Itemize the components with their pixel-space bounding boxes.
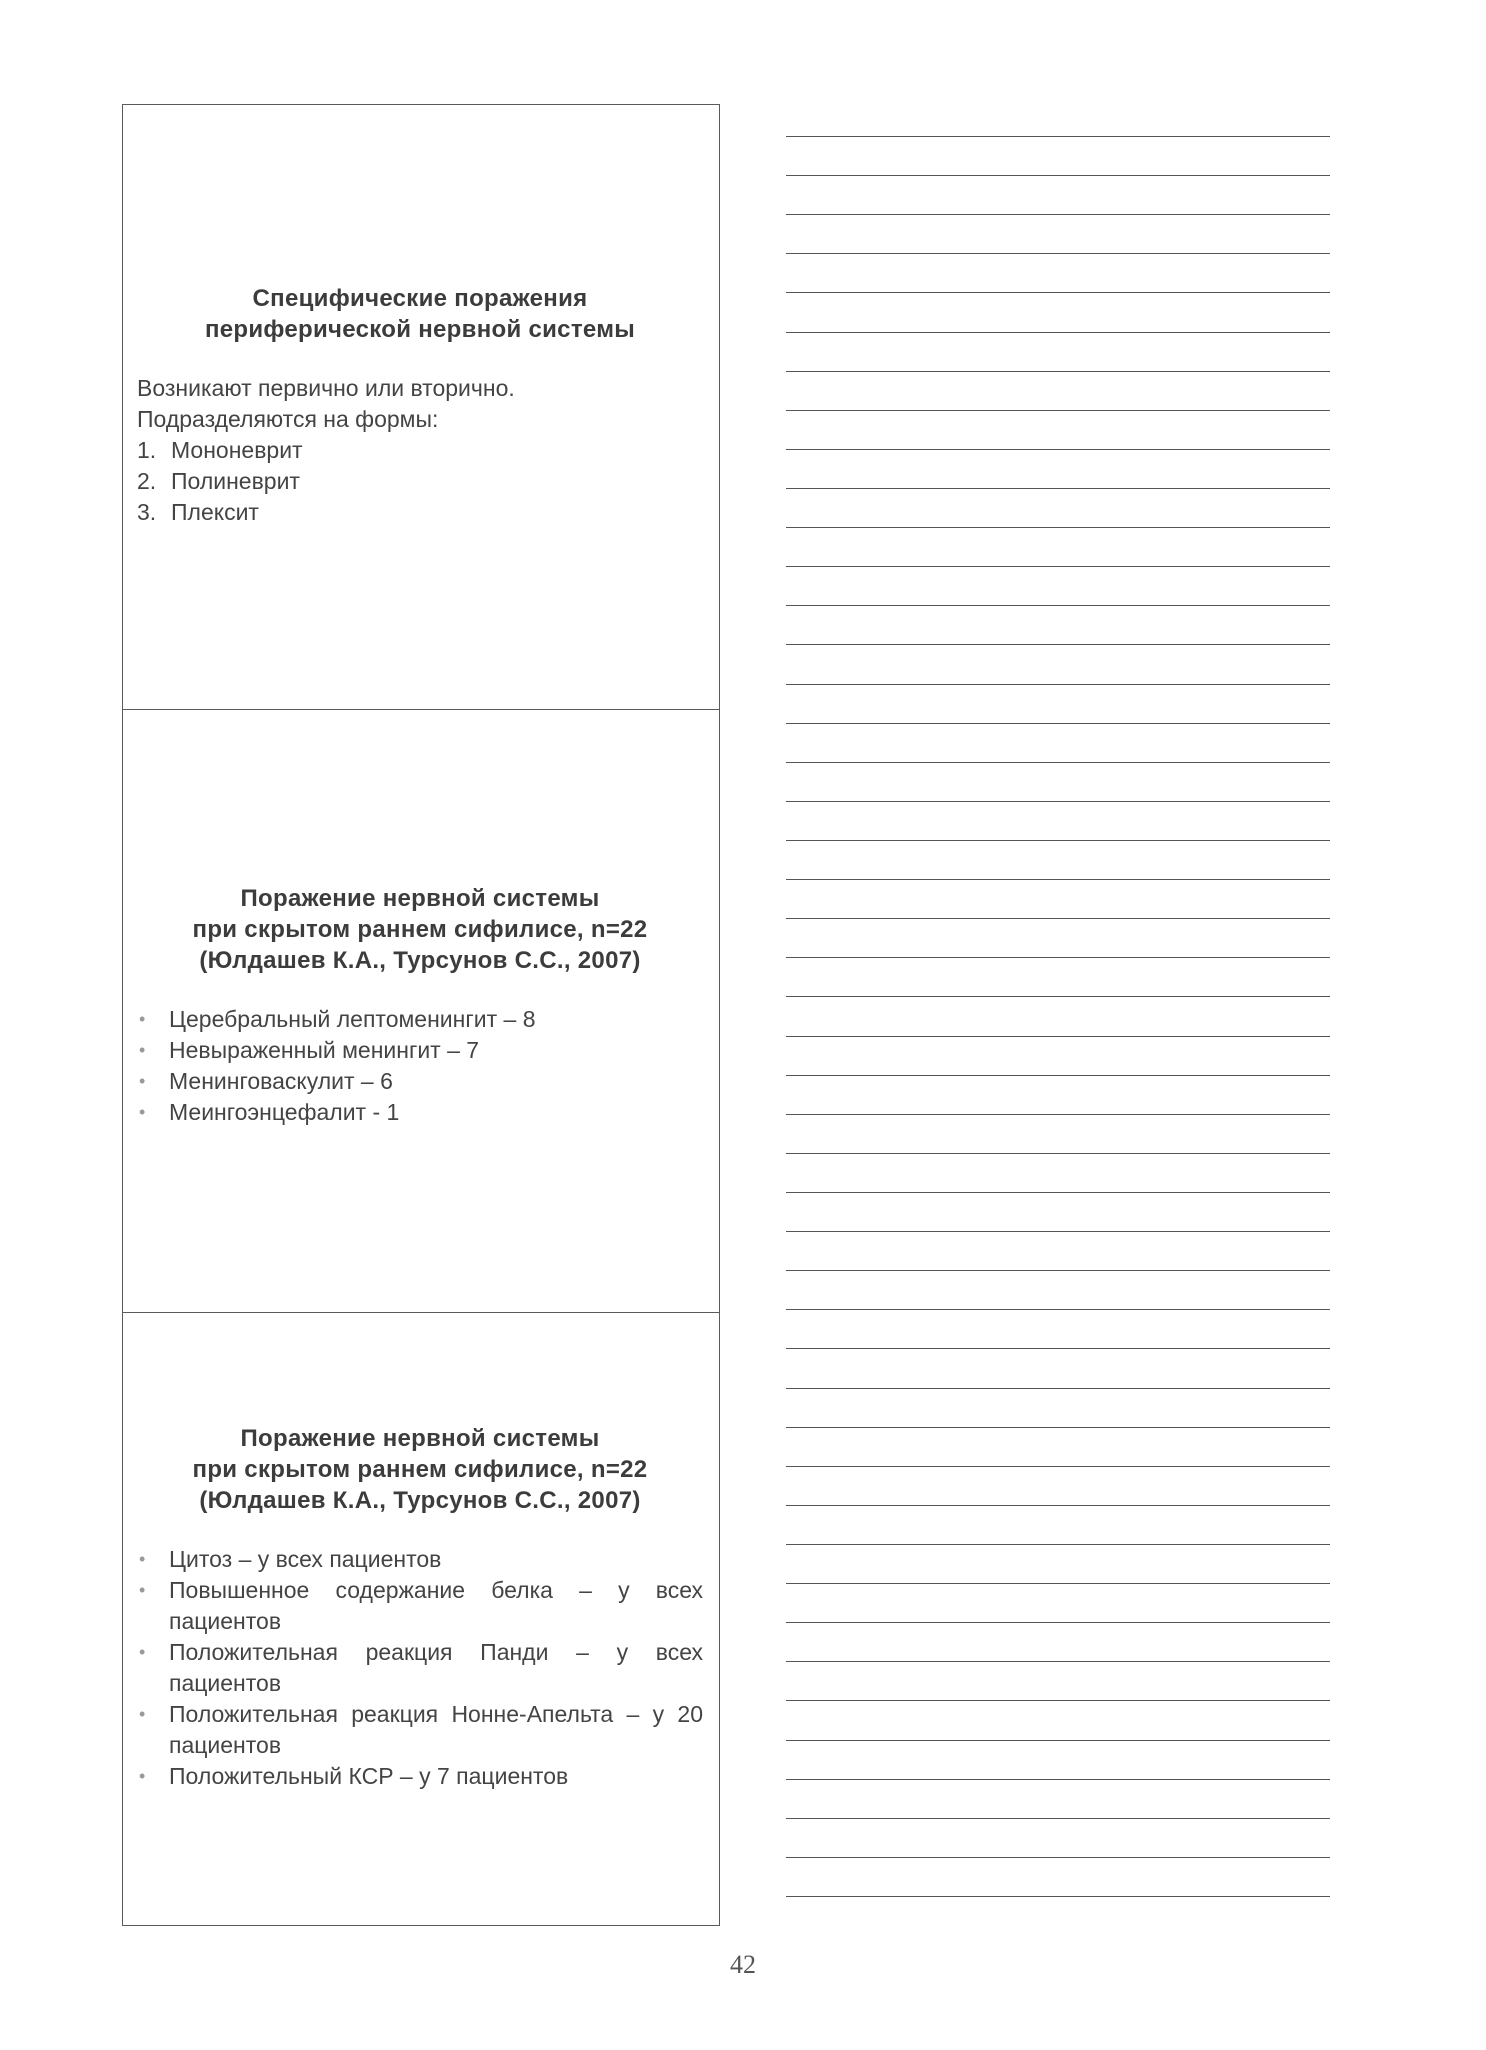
note-line [786,527,1330,528]
note-line [786,957,1330,958]
list-item [137,1035,703,1066]
note-line [786,1114,1330,1115]
bullet-icon: • [139,1102,146,1122]
note-line [786,801,1330,802]
notes-lines-area [786,0,1330,2050]
list-item [137,435,703,466]
note-line [786,488,1330,489]
item-text: Положительная реакция Панди – у всех пациентов [169,1639,703,1696]
note-line [786,332,1330,333]
note-line [786,644,1330,645]
bullet-icon: • [139,1009,146,1029]
note-line [786,1544,1330,1545]
list-item [137,1004,703,1035]
item-text: Менинговаскулит – 6 [169,1068,393,1094]
note-line [786,566,1330,567]
item-number: 1. [137,437,157,463]
list-item [137,1097,703,1128]
slide-3-bullets [137,1544,703,1792]
list-item [137,1761,703,1792]
page-number: 42 [730,1950,756,1979]
slide-divider [123,1312,719,1313]
note-line [786,214,1330,215]
item-text: Положительная реакция Нонне-Апельта – у 20 пациентов [169,1701,703,1758]
bullet-icon: • [139,1642,146,1662]
list-item [137,1699,703,1761]
note-line [786,840,1330,841]
note-line [786,1896,1330,1897]
bullet-icon: • [139,1766,146,1786]
slide-divider [123,709,719,710]
forms-list [137,435,703,528]
slide-2-title: Поражение нервной системы при скрытом раннем сифилисе, n=22 (Юлдашев К.А., Турсунов С.С., 2007) [192,885,648,974]
item-text: Меингоэнцефалит - 1 [169,1099,400,1125]
note-line [786,1622,1330,1623]
slide-2 [123,883,719,1128]
slide-3-title: Поражение нервной системы при скрытом раннем сифилисе, n=22 (Юлдашев К.А., Турсунов С.С., 2007) [192,1425,648,1514]
slide-2-bullets [137,1004,703,1128]
note-line [786,996,1330,997]
note-line [786,371,1330,372]
slide-1-intro-line: Возникают первично или вторично. [137,375,515,401]
list-item [137,1544,703,1575]
note-line [786,684,1330,685]
note-line [786,1075,1330,1076]
bullet-icon: • [139,1071,146,1091]
note-line [786,1779,1330,1780]
item-text: Цитоз – у всех пациентов [169,1546,442,1572]
note-line [786,1857,1330,1858]
note-line [786,449,1330,450]
item-text: Полиневрит [171,468,300,494]
item-number: 2. [137,468,157,494]
note-line [786,1583,1330,1584]
note-line [786,1700,1330,1701]
item-number: 3. [137,499,157,525]
slides-frame [122,104,720,1926]
note-line [786,1231,1330,1232]
note-line [786,1818,1330,1819]
note-line [786,1740,1330,1741]
note-line [786,1661,1330,1662]
note-line [786,292,1330,293]
note-line [786,1505,1330,1506]
bullet-icon: • [139,1040,146,1060]
bullet-icon: • [139,1580,146,1600]
note-line [786,879,1330,880]
note-line [786,1388,1330,1389]
slide-1 [123,283,719,528]
bullet-icon: • [139,1549,146,1569]
note-line [786,1427,1330,1428]
slide-1-title: Специфические поражения периферической нервной системы [204,285,636,343]
slide-1-intro-line: Подразделяются на формы: [137,406,439,432]
note-line [786,253,1330,254]
note-line [786,1309,1330,1310]
item-text: Плексит [171,499,259,525]
note-line [786,723,1330,724]
slide-1-body [137,373,703,528]
note-line [786,175,1330,176]
bullet-icon: • [139,1704,146,1724]
list-item [137,1637,703,1699]
note-line [786,1153,1330,1154]
list-item [137,1066,703,1097]
note-line [786,918,1330,919]
note-line [786,762,1330,763]
list-item [137,466,703,497]
item-text: Положительный КСР – у 7 пациентов [169,1763,569,1789]
list-item [137,497,703,528]
slide-3 [123,1423,719,1792]
note-line [786,1466,1330,1467]
note-line [786,1036,1330,1037]
note-line [786,1348,1330,1349]
note-line [786,605,1330,606]
note-line [786,136,1330,137]
note-line [786,410,1330,411]
note-line [786,1192,1330,1193]
item-text: Мононеврит [171,437,303,463]
note-line [786,1270,1330,1271]
item-text: Церебральный лептоменингит – 8 [169,1006,536,1032]
item-text: Повышенное содержание белка – у всех пациентов [169,1577,703,1634]
item-text: Невыраженный менингит – 7 [169,1037,480,1063]
list-item [137,1575,703,1637]
